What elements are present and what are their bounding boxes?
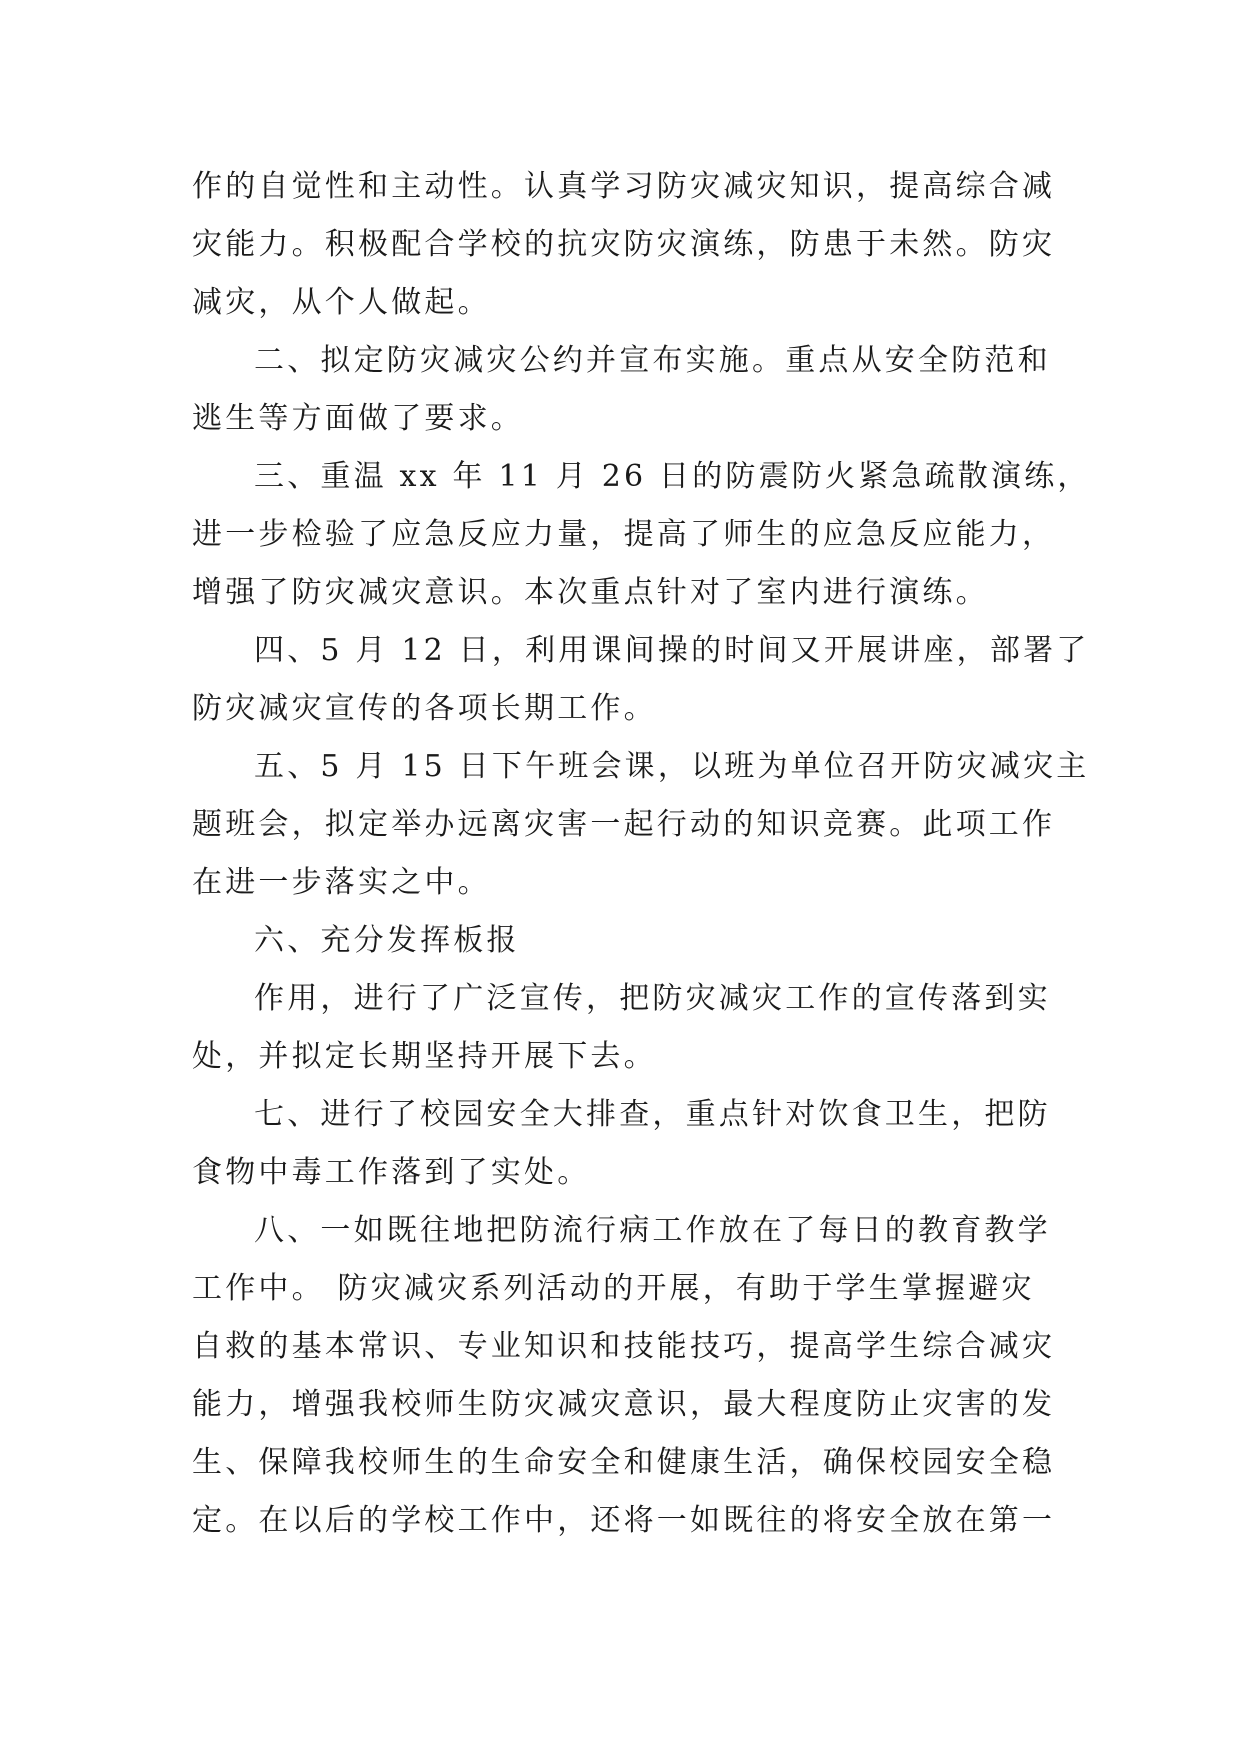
text-line: 自救的基本常识、专业知识和技能技巧，提高学生综合减灾 [192, 1329, 1056, 1364]
text-line: 进一步检验了应急反应力量，提高了师生的应急反应能力， [192, 517, 1056, 552]
text-line: 五、5 月 15 日下午班会课，以班为单位召开防灾减灾主 [254, 749, 1090, 784]
text-line: 在进一步落实之中。 [192, 865, 491, 900]
text-line: 工作中。 防灾减灾系列活动的开展，有助于学生掌握避灾 [192, 1271, 1035, 1306]
text-line: 八、一如既往地把防流行病工作放在了每日的教育教学 [254, 1213, 1051, 1248]
text-line: 四、5 月 12 日，利用课间操的时间又开展讲座，部署了 [254, 633, 1090, 668]
text-line: 定。在以后的学校工作中，还将一如既往的将安全放在第一 [192, 1503, 1056, 1538]
text-line: 减灾，从个人做起。 [192, 285, 491, 320]
text-line: 食物中毒工作落到了实处。 [192, 1155, 591, 1190]
text-line: 二、拟定防灾减灾公约并宣布实施。重点从安全防范和 [254, 343, 1051, 378]
text-line: 灾能力。积极配合学校的抗灾防灾演练，防患于未然。防灾 [192, 227, 1056, 262]
text-line: 生、保障我校师生的生命安全和健康生活，确保校园安全稳 [192, 1445, 1056, 1480]
text-line: 题班会，拟定举办远离灾害一起行动的知识竞赛。此项工作 [192, 807, 1056, 842]
text-line: 作用，进行了广泛宣传，把防灾减灾工作的宣传落到实 [254, 981, 1051, 1016]
text-line: 逃生等方面做了要求。 [192, 401, 524, 436]
text-line: 三、重温 xx 年 11 月 26 日的防震防火紧急疏散演练， [254, 459, 1091, 494]
document-body [192, 158, 1091, 1550]
text-line: 能力，增强我校师生防灾减灾意识，最大程度防止灾害的发 [192, 1387, 1056, 1422]
text-line: 作的自觉性和主动性。认真学习防灾减灾知识，提高综合减 [192, 169, 1056, 204]
text-line: 防灾减灾宣传的各项长期工作。 [192, 691, 657, 726]
text-line: 处，并拟定长期坚持开展下去。 [192, 1039, 657, 1074]
text-line: 七、进行了校园安全大排查，重点针对饮食卫生，把防 [254, 1097, 1051, 1132]
text-line: 六、充分发挥板报 [254, 923, 520, 958]
text-line: 增强了防灾减灾意识。本次重点针对了室内进行演练。 [192, 575, 989, 610]
